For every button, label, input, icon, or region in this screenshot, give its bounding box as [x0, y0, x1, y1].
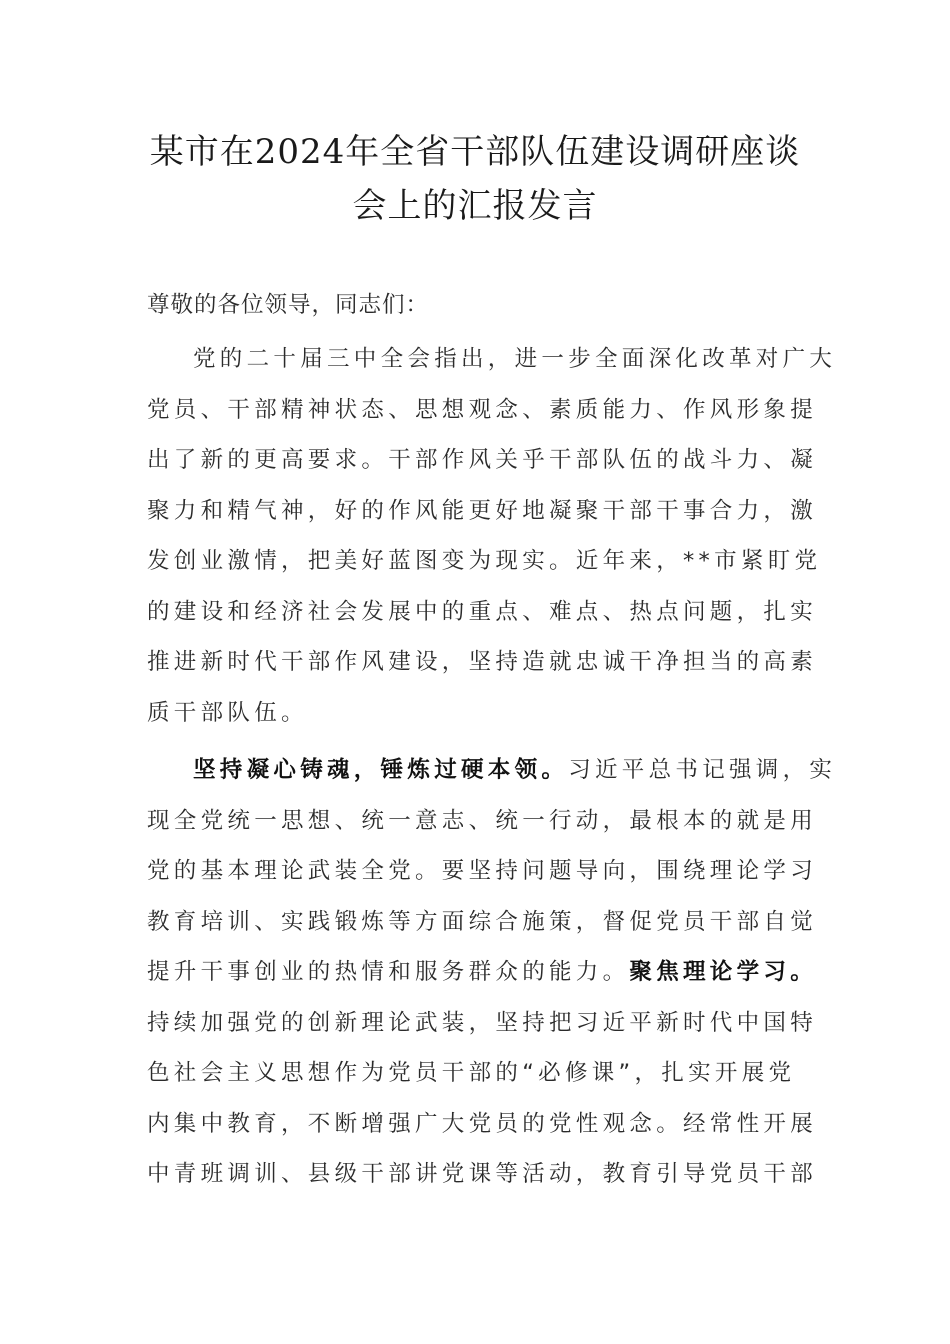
title-line-1: 某市在2024年全省干部队伍建设调研座谈 [149, 132, 801, 172]
paragraph-line: 党员、干部精神状态、思想观念、素质能力、作风形象提 [147, 396, 818, 423]
paragraph-text: 习近平总书记强调，实 [568, 757, 837, 783]
section-heading: 坚持凝心铸魂，锤炼过硬本领。 [193, 757, 569, 783]
paragraph-line: 质干部队伍。 [147, 699, 308, 726]
paragraph-line: 推进新时代干部作风建设，坚持造就忠诚干净担当的高素 [147, 649, 818, 675]
paragraph-line: 现全党统一思想、统一意志、统一行动，最根本的就是用 [147, 807, 818, 834]
paragraph-line: 党的基本理论武装全党。要坚持问题导向，围绕理论学习 [147, 858, 818, 884]
paragraph-line: 中青班调训、县级干部讲党课等活动，教育引导党员干部 [147, 1161, 818, 1187]
title-line-2: 会上的汇报发言 [352, 186, 598, 226]
paragraph-line: 的建设和经济社会发展中的重点、难点、热点问题，扎实 [147, 598, 818, 625]
paragraph-text: 提升干事创业的热情和服务群众的能力。 [147, 959, 630, 985]
paragraph-line: 教育培训、实践锻炼等方面综合施策，督促党员干部自觉 [147, 908, 818, 935]
paragraph-line: 色社会主义思想作为党员干部的“必修课”，扎实开展党 [147, 1060, 796, 1086]
subsection-heading: 聚焦理论学习。 [629, 959, 818, 985]
paragraph-line: 党的二十届三中全会指出，进一步全面深化改革对广大 [193, 346, 837, 372]
paragraph-line: 内集中教育，不断增强广大党员的党性观念。经常性开展 [147, 1110, 818, 1137]
salutation: 尊敬的各位领导，同志们： [147, 292, 430, 318]
document-title [120, 125, 830, 233]
paragraph-line: 出了新的更高要求。干部作风关乎干部队伍的战斗力、凝 [147, 447, 818, 473]
paragraph-2 [147, 745, 837, 1200]
paragraph-line: 发创业激情，把美好蓝图变为现实。近年来，**市紧盯党 [147, 548, 822, 574]
paragraph-1 [147, 334, 837, 738]
paragraph-line [147, 745, 837, 796]
paragraph-line: 持续加强党的创新理论武装，坚持把习近平新时代中国特 [147, 1009, 818, 1036]
paragraph-line: 聚力和精气神，好的作风能更好地凝聚干部干事合力，激 [147, 497, 818, 524]
paragraph-line [147, 947, 818, 998]
